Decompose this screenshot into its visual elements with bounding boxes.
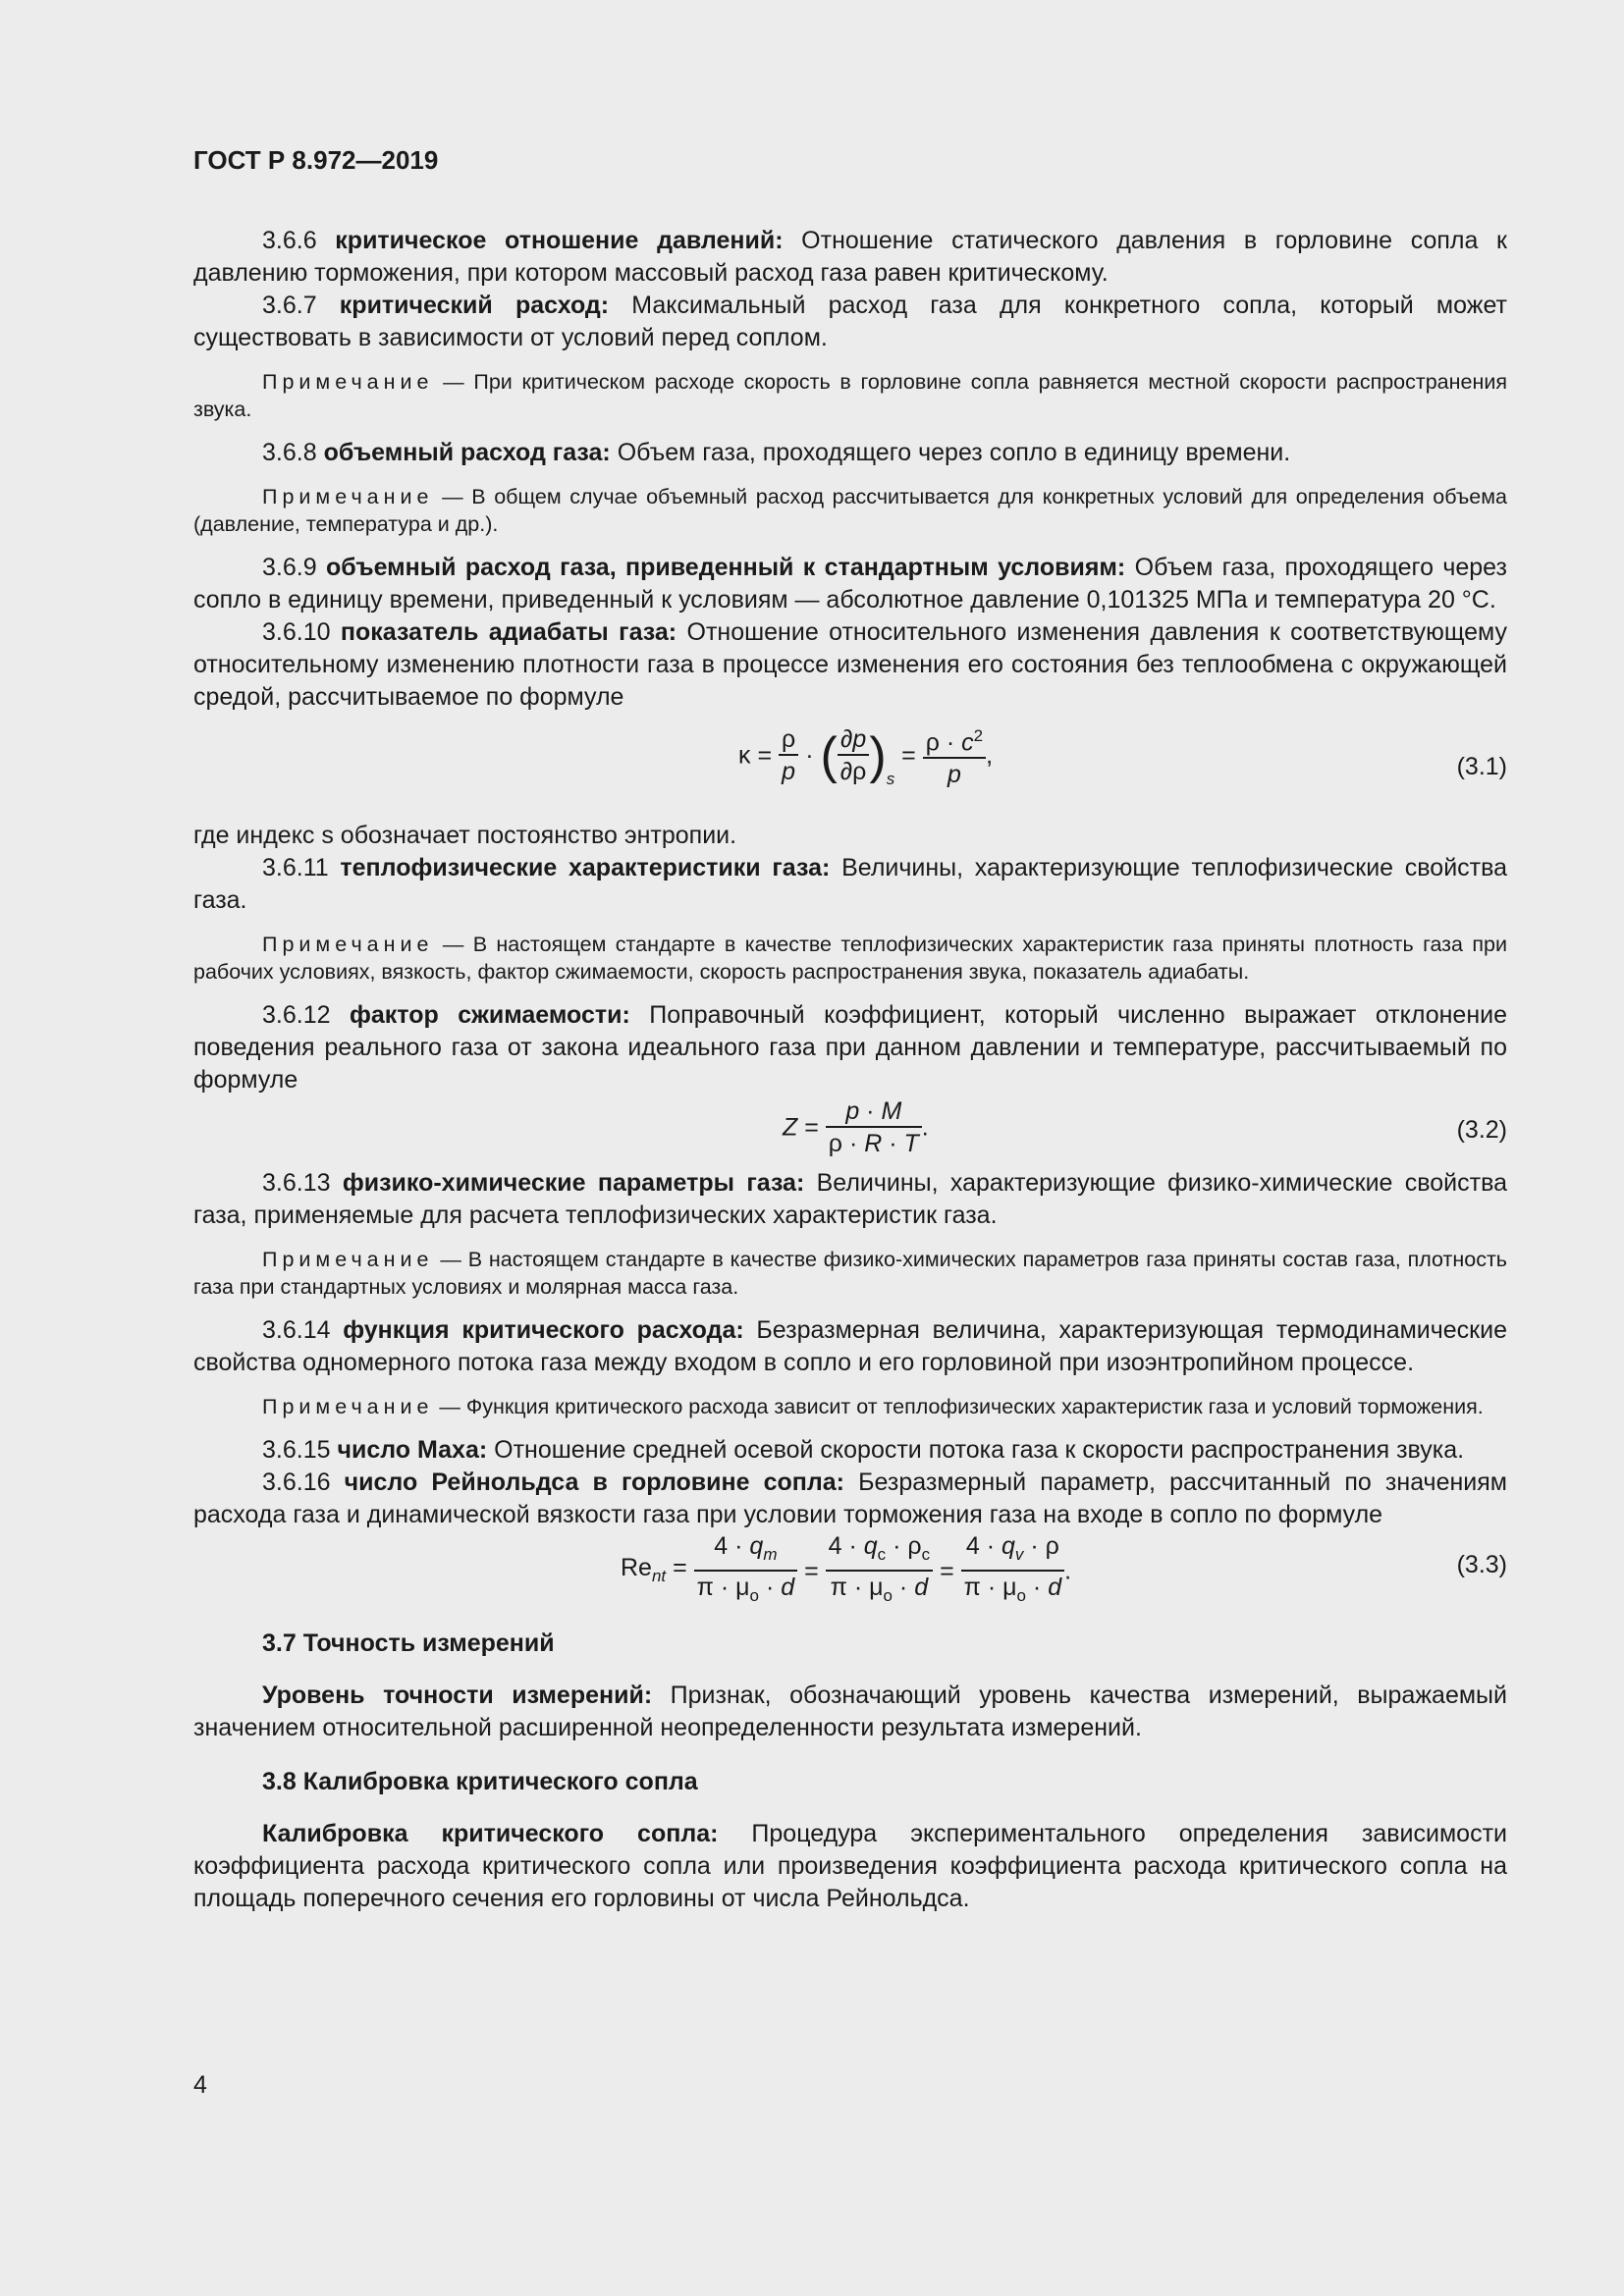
- item-3-6-7: 3.6.7 критический расход: Максимальный расход газа для конкретного сопла, который может существовать в зависимости от условий перед соплом.: [193, 292, 1507, 351]
- page-number: 4: [193, 2071, 207, 2099]
- item-3-6-9: 3.6.9 объемный расход газа, приведенный к стандартным условиям: Объем газа, проходящего через сопло в единицу времени, приведенный к условиям — абсолютное давление 0,101325 МПа и температура 20 °С.: [193, 554, 1508, 614]
- formula-3-2-expression: Z = $\frac{p \cdot M}{\rho \cdot R \cdot T}$ .: [783, 1097, 929, 1157]
- item-3-6-8: 3.6.8 объемный расход газа: Объем газа, проходящего через сопло в единицу времени.: [262, 439, 1291, 466]
- document-header: ГОСТ Р 8.972—2019: [193, 145, 439, 175]
- note-3-6-11: Примечание — В настоящем стандарте в качестве теплофизических характеристик газа приняты плотность газа при рабочих условиях, вязкость, фактор сжимаемости, скорость распространения звука, показатель адиабаты.: [193, 933, 1507, 984]
- item-3-6-11: 3.6.11 теплофизические характеристики газа: Величины, характеризующие теплофизические свойства газа.: [193, 854, 1508, 914]
- item-3-6-6: 3.6.6 критическое отношение давлений: Отношение статического давления в горловине сопла к давлению торможения, при котором массовый расход газа равен критическому.: [193, 227, 1507, 287]
- note-3-6-13: Примечание — В настоящем стандарте в качестве физико-химических параметров газа приняты состав газа, плотность газа при стандартных условиях и молярная масса газа.: [193, 1248, 1507, 1299]
- note-3-6-14: Примечание — Функция критического расхода зависит от теплофизических характеристик газа и условий торможения.: [262, 1395, 1484, 1418]
- section-3-7-text: Уровень точности измерений: Признак, обозначающий уровень качества измерений, выражаемый значением относительной расширенной неопределенности результата измерений.: [193, 1682, 1507, 1741]
- section-3-7-title: 3.7 Точность измерений: [262, 1629, 555, 1657]
- item-3-6-12: 3.6.12 фактор сжимаемости: Поправочный коэффициент, который численно выражает отклонение поведения реального газа от закона идеального газа при данном давлении и температуре, рассчитываемый по формуле: [193, 1001, 1507, 1094]
- item-3-6-16: 3.6.16 число Рейнольдса в горловине сопла: Безразмерный параметр, рассчитанный по значениям расхода газа и динамической вязкости газа при условии торможения газа на входе в сопло по формуле: [193, 1468, 1507, 1528]
- formula-3-1: [193, 721, 1507, 820]
- section-3-8-text: Калибровка критического сопла: Процедура экспериментального определения зависимости коэффициента расхода критического сопла или произведения коэффициента расхода критического сопла на площадь поперечного сечения его горловины от числа Рейнольдса.: [193, 1820, 1507, 1912]
- note-3-6-8: Примечание — В общем случае объемный расход рассчитывается для конкретных условий для определения объема (давление, температура и др.).: [193, 485, 1507, 536]
- formula-3-1-expression: κ = $\frac{\rho}{p}$ · ( $\frac{\partial p}{\partial\rho}$ )$_s$ = $\frac{\rho \cdot c^2}{p}$ ,: [738, 721, 993, 795]
- item-3-6-13: 3.6.13 физико-химические параметры газа: Величины, характеризующие физико-химические свойства газа, применяемые для расчета теплофизических характеристик газа.: [193, 1169, 1507, 1229]
- formula-3-3: [193, 1531, 1507, 1606]
- section-3-8-title: 3.8 Калибровка критического сопла: [262, 1768, 698, 1795]
- item-3-6-15: 3.6.15 число Маха: Отношение средней осевой скорости потока газа к скорости распространения звука.: [262, 1436, 1465, 1464]
- formula-3-3-expression: $Re_{nt}$ = $\frac{4 \cdot q_m}{\pi \cdot \mu_o \cdot d}$ = $\frac{4 \cdot q_c \cdot \rho_c}{\pi \cdot \mu_o \cdot d}$ = $\frac{4 \cdot q_v \cdot \rho}{\pi \cdot \mu_o \cdot d}$ .: [621, 1532, 1072, 1605]
- formula-3-2: [193, 1096, 1507, 1167]
- note-3-6-7: Примечание — При критическом расходе скорость в горловине сопла равняется местной скорости распространения звука.: [193, 370, 1507, 421]
- text-after-formula-3-1: где индекс s обозначает постоянство энтропии.: [193, 822, 737, 849]
- equation-number: (3.2): [1456, 1116, 1507, 1144]
- equation-number: (3.1): [1456, 753, 1507, 780]
- equation-number: (3.3): [1456, 1551, 1507, 1578]
- document-page: [193, 145, 1507, 1915]
- item-3-6-14: 3.6.14 функция критического расхода: Безразмерная величина, характеризующая термодинамические свойства одномерного потока газа между входом в сопло и его горловиной при изоэнтропийном процессе.: [193, 1316, 1507, 1376]
- item-3-6-10: 3.6.10 показатель адиабаты газа: Отношение относительного изменения давления к соответствующему относительному изменению плотности газа в процессе изменения его состояния без теплообмена с окружающей средой, рассчитываемое по формуле: [193, 618, 1507, 711]
